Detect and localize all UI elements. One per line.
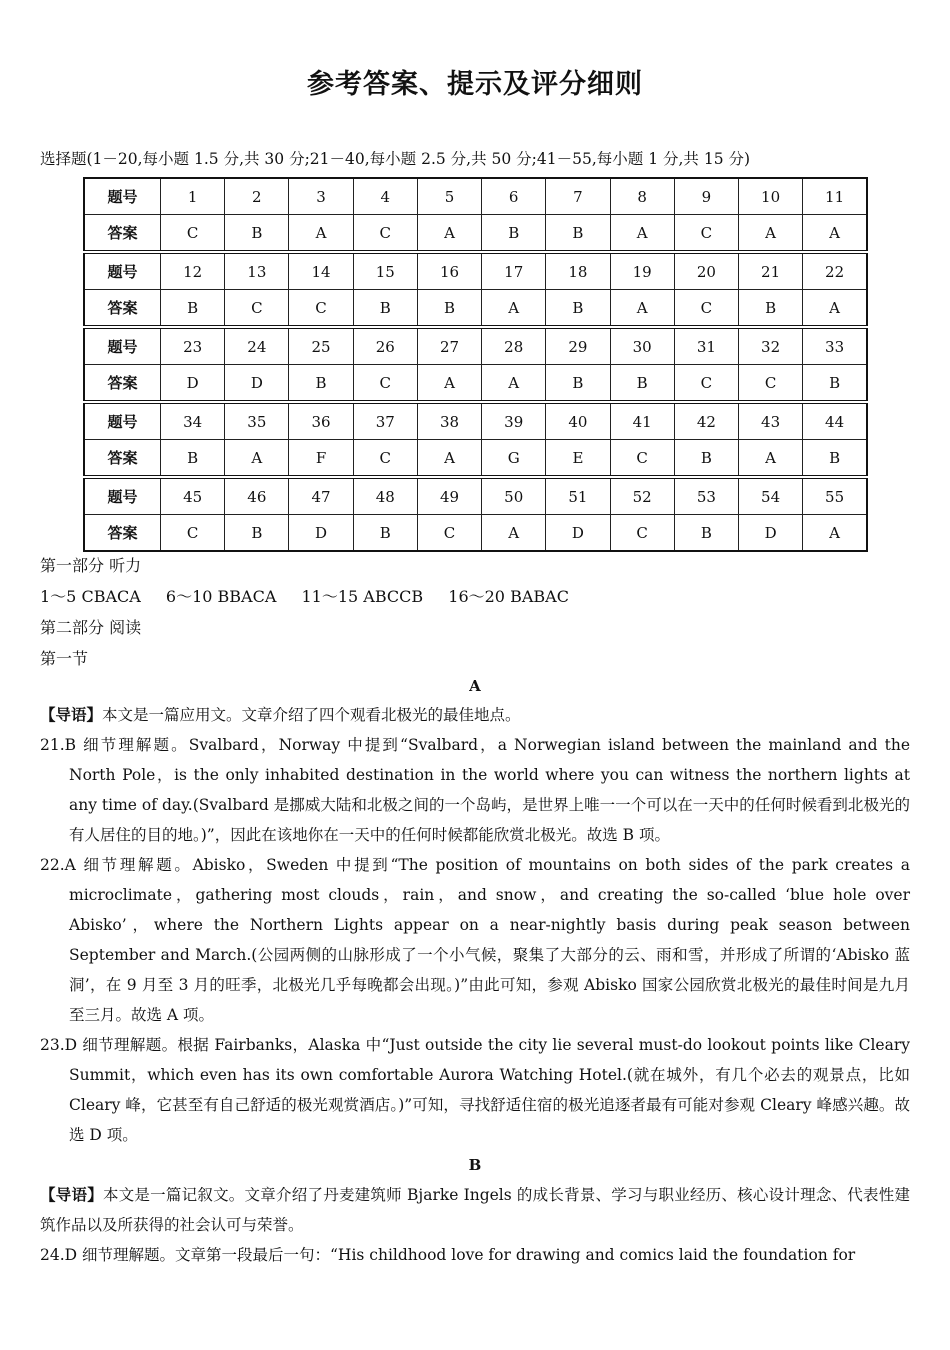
listening-answers [40,584,589,607]
section1-heading: 第一节 [40,649,89,668]
answer-cell: C [161,515,225,552]
answer-cell: B [610,365,674,403]
answer-row [84,365,867,403]
question-number-cell: 21 [738,252,802,290]
number-row [84,477,867,515]
answer-cell: C [610,515,674,552]
passage-a-intro [40,700,910,730]
answer-cell: B [482,215,546,253]
question-number-cell: 1 [161,178,225,215]
answer-cell: D [161,365,225,403]
answer-cell: B [353,290,417,328]
question-number-cell: 24 [225,327,289,365]
question-number-cell: 38 [417,402,481,440]
listening-group: 6～10 BBACA [165,587,277,606]
answer-cell: C [417,515,481,552]
question-number-cell: 53 [674,477,738,515]
answer-cell: A [738,215,802,253]
answer-cell: C [161,215,225,253]
question-number-cell: 52 [610,477,674,515]
answer-cell: B [546,215,610,253]
question-number-cell: 29 [546,327,610,365]
question-number-cell: 15 [353,252,417,290]
question-number-cell: 33 [803,327,867,365]
answer-cell: D [225,365,289,403]
question-number-cell: 3 [289,178,353,215]
question-number-cell: 18 [546,252,610,290]
question-number-header: 题号 [84,252,161,290]
question-number-cell: 27 [417,327,481,365]
question-number-cell: 55 [803,477,867,515]
answer-row [84,440,867,478]
answer-cell: B [161,440,225,478]
question-number-cell: 44 [803,402,867,440]
answer-cell: A [610,290,674,328]
number-row [84,178,867,215]
answer-cell: B [803,365,867,403]
answer-cell: A [610,215,674,253]
answer-cell: C [674,215,738,253]
listening-group: 16～20 BABAC [448,587,569,606]
question-number-header: 题号 [84,402,161,440]
answer-cell: B [161,290,225,328]
question-number-header: 题号 [84,477,161,515]
passage-b-intro [40,1180,910,1240]
answer-cell: B [803,440,867,478]
question-number-cell: 11 [803,178,867,215]
question-number-cell: 37 [353,402,417,440]
answer-24: 24.D 细节理解题。文章第一段最后一句：“His childhood love for drawing and comics laid the foundation for [40,1246,856,1264]
answer-cell: C [289,290,353,328]
number-row [84,327,867,365]
answer-header: 答案 [84,290,161,328]
answer-cell: D [738,515,802,552]
answer-header: 答案 [84,365,161,403]
question-number-cell: 14 [289,252,353,290]
answer-cell: B [674,440,738,478]
question-number-cell: 19 [610,252,674,290]
question-number-cell: 6 [482,178,546,215]
number-row [84,252,867,290]
answer-cell: A [417,365,481,403]
answer-row [84,215,867,253]
question-number-cell: 39 [482,402,546,440]
listening-group: 1～5 CBACA [40,587,141,606]
answer-cell: A [225,440,289,478]
table-note: 选择题(1－20,每小题 1.5 分,共 30 分;21－40,每小题 2.5 分,共 50 分;41－55,每小题 1 分,共 15 分) [40,150,751,168]
answer-row [84,515,867,552]
answer-cell: A [803,215,867,253]
answer-cell: C [353,365,417,403]
question-number-cell: 12 [161,252,225,290]
question-number-cell: 17 [482,252,546,290]
question-number-cell: 41 [610,402,674,440]
answer-cell: C [225,290,289,328]
passage-a-letter: A [469,677,481,695]
question-number-cell: 40 [546,402,610,440]
intro-tag: 【导语】 [40,1186,103,1204]
answer-header: 答案 [84,515,161,552]
answer-cell: C [674,290,738,328]
intro-tag: 【导语】 [40,706,103,724]
question-number-cell: 54 [738,477,802,515]
answer-cell: C [674,365,738,403]
question-number-cell: 49 [417,477,481,515]
answer-cell: A [417,215,481,253]
answer-cell: B [225,515,289,552]
answer-cell: B [353,515,417,552]
answer-cell: A [482,290,546,328]
answer-cell: C [353,215,417,253]
part1-heading: 第一部分 听力 [40,556,142,575]
answer-cell: A [803,515,867,552]
question-number-cell: 20 [674,252,738,290]
question-number-cell: 8 [610,178,674,215]
question-number-cell: 48 [353,477,417,515]
answer-cell: A [289,215,353,253]
question-number-cell: 13 [225,252,289,290]
answer-cell: A [803,290,867,328]
question-number-cell: 34 [161,402,225,440]
question-number-cell: 45 [161,477,225,515]
answer-cell: B [546,365,610,403]
question-number-cell: 10 [738,178,802,215]
question-number-cell: 26 [353,327,417,365]
question-number-cell: 4 [353,178,417,215]
question-number-cell: 32 [738,327,802,365]
answer-cell: C [738,365,802,403]
question-number-cell: 28 [482,327,546,365]
passage-b-letter: B [468,1156,482,1174]
question-number-cell: 36 [289,402,353,440]
answer-cell: F [289,440,353,478]
question-number-header: 题号 [84,327,161,365]
question-number-cell: 2 [225,178,289,215]
intro-text: 本文是一篇应用文。文章介绍了四个观看北极光的最佳地点。 [102,706,521,724]
part2-heading: 第二部分 阅读 [40,618,142,637]
answer-cell: A [738,440,802,478]
question-number-cell: 51 [546,477,610,515]
answer-cell: A [482,515,546,552]
number-row [84,402,867,440]
question-number-cell: 9 [674,178,738,215]
listening-group: 11～15 ABCCB [301,587,424,606]
question-number-cell: 47 [289,477,353,515]
question-number-cell: 46 [225,477,289,515]
question-number-cell: 43 [738,402,802,440]
question-number-cell: 7 [546,178,610,215]
answer-cell: E [546,440,610,478]
answer-table [83,177,868,552]
answer-cell: B [225,215,289,253]
answer-cell: A [417,440,481,478]
question-number-cell: 23 [161,327,225,365]
answer-cell: D [546,515,610,552]
answer-cell: D [289,515,353,552]
answer-cell: B [738,290,802,328]
question-number-cell: 25 [289,327,353,365]
answer-header: 答案 [84,215,161,253]
page-title: 参考答案、提示及评分细则 [307,69,643,100]
answer-cell: C [610,440,674,478]
question-number-cell: 50 [482,477,546,515]
answer-23: 23.D 细节理解题。根据 Fairbanks，Alaska 中“Just outside the city lie several must-do lookout points like Cleary Summit，which even has its own comfortable Aurora Watching Hotel.(就在城外，有几个必去的观景点，比如 Cleary 峰，它甚至有自己舒适的极光观赏酒店。)”可知，寻找舒适住宿的极光追逐者最有可能对参观 Cleary 峰感兴趣。故选 D 项。 [40,1036,910,1144]
question-number-cell: 30 [610,327,674,365]
answer-header: 答案 [84,440,161,478]
question-number-header: 题号 [84,178,161,215]
answer-cell: B [417,290,481,328]
answer-22: 22.A 细节理解题。Abisko，Sweden 中提到“The position of mountains on both sides of the park creates a microclimate，gathering most clouds，rain，and snow，and creating the so-called ‘blue hole over Abisko’，where the Northern Lights appear on a near-nightly basis during peak season between September and March.(公园两侧的山脉形成了一个小气候，聚集了大部分的云、雨和雪，并形成了所谓的‘Abisko 蓝洞’，在 9 月至 3 月的旺季，北极光几乎每晚都会出现。)”由此可知，参观 Abisko 国家公园欣赏北极光的最佳时间是九月至三月。故选 A 项。 [40,856,910,1024]
answer-21: 21.B 细节理解题。Svalbard，Norway 中提到“Svalbard，a Norwegian island between the mainland and the North Pole，is the only inhabited destination in the world where you can witness the northern lights at any time of day.(Svalbard 是挪威大陆和北极之间的一个岛屿，是世界上唯一一个可以在一天中的任何时候看到北极光的有人居住的目的地。)”，因此在该地你在一天中的任何时候都能欣赏北极光。故选 B 项。 [40,736,910,844]
question-number-cell: 35 [225,402,289,440]
question-number-cell: 16 [417,252,481,290]
answer-cell: B [289,365,353,403]
answer-cell: B [674,515,738,552]
intro-text: 本文是一篇记叙文。文章介绍了丹麦建筑师 Bjarke Ingels 的成长背景、学习与职业经历、核心设计理念、代表性建筑作品以及所获得的社会认可与荣誉。 [40,1186,910,1234]
question-number-cell: 5 [417,178,481,215]
question-number-cell: 42 [674,402,738,440]
answer-cell: C [353,440,417,478]
answer-cell: B [546,290,610,328]
question-number-cell: 22 [803,252,867,290]
answer-cell: G [482,440,546,478]
question-number-cell: 31 [674,327,738,365]
answer-cell: A [482,365,546,403]
answer-row [84,290,867,328]
